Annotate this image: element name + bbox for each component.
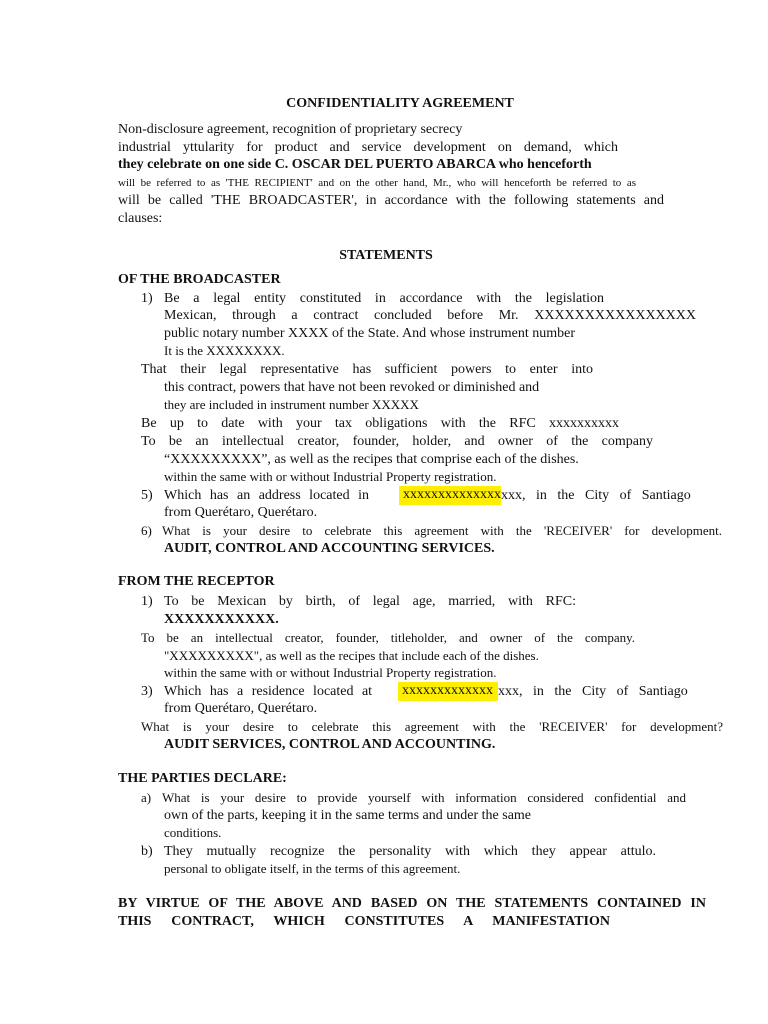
- broadcaster-item-4-line-2: “XXXXXXXXX”, as well as the recipes that comprise each of the dishes.: [164, 452, 579, 467]
- intro-line-1: Non-disclosure agreement, recognition of proprietary secrecy: [118, 122, 463, 137]
- broadcaster-item-6-number: 6): [141, 523, 152, 538]
- broadcaster-item-6-line-1: What is your desire to celebrate this agreement with the 'RECEIVER' for development.: [162, 523, 722, 538]
- parties-item-a-line-3: conditions.: [164, 825, 222, 840]
- receptor-item-2-line-3: within the same with or without Industrial Property registration.: [164, 665, 497, 680]
- intro-line-4: will be referred to as 'THE RECIPIENT' and on the other hand, Mr., who will henceforth be referred to as: [118, 177, 636, 189]
- receptor-item-3-residence-pre: Which has a residence located at: [164, 684, 373, 699]
- page-title: CONFIDENTIALITY AGREEMENT: [286, 96, 514, 111]
- closing-line-2: THIS CONTRACT, WHICH CONSTITUTES A MANIFESTATION: [118, 914, 610, 929]
- closing-line-1: BY VIRTUE OF THE ABOVE AND BASED ON THE STATEMENTS CONTAINED IN: [118, 896, 706, 911]
- broadcaster-item-1-line-1: Be a legal entity constituted in accordance with the legislation: [164, 291, 604, 306]
- parties-heading: THE PARTIES DECLARE:: [118, 771, 287, 786]
- broadcaster-item-2-line-1: That their legal representative has sufficient powers to enter into: [141, 362, 593, 377]
- broadcaster-item-2-line-3: they are included in instrument number XXXXX: [164, 397, 419, 412]
- broadcaster-item-5-number: 5): [141, 488, 153, 503]
- receptor-item-1-line-2: XXXXXXXXXXX.: [164, 612, 279, 627]
- broadcaster-item-1-line-4: It is the XXXXXXXX.: [164, 343, 285, 358]
- receptor-item-2-line-1: To be an intellectual creator, founder, titleholder, and owner of the company.: [141, 630, 635, 645]
- receptor-item-2-line-2: "XXXXXXXXX", as well as the recipes that include each of the dishes.: [164, 648, 539, 663]
- receptor-item-4-line-2: AUDIT SERVICES, CONTROL AND ACCOUNTING.: [164, 737, 496, 752]
- broadcaster-item-5-address-pre: Which has an address located in: [164, 488, 369, 503]
- receptor-item-3-number: 3): [141, 684, 153, 699]
- receptor-item-1-number: 1): [141, 594, 153, 609]
- broadcaster-item-5-line-2: from Querétaro, Querétaro.: [164, 505, 318, 520]
- parties-item-b-line-2: personal to obligate itself, in the terms of this agreement.: [164, 861, 461, 876]
- statements-heading: STATEMENTS: [339, 248, 433, 263]
- broadcaster-item-4-line-3: within the same with or without Industrial Property registration.: [164, 469, 497, 484]
- parties-item-a-letter: a): [141, 790, 152, 805]
- broadcaster-item-1-number: 1): [141, 291, 153, 306]
- broadcaster-item-1-line-3: public notary number XXXX of the State. And whose instrument number: [164, 326, 575, 341]
- receptor-heading: FROM THE RECEPTOR: [118, 574, 275, 589]
- intro-line-5: will be called 'THE BROADCASTER', in accordance with the following statements and: [118, 193, 664, 208]
- broadcaster-item-5-address-post: xxx, in the City of Santiago: [501, 488, 691, 503]
- receptor-item-3-line-2: from Querétaro, Querétaro.: [164, 701, 318, 716]
- intro-line-6: clauses:: [118, 211, 163, 226]
- broadcaster-heading: OF THE BROADCASTER: [118, 272, 281, 287]
- parties-item-b-line-1: They mutually recognize the personality with which they appear attulo.: [164, 844, 656, 859]
- receptor-item-3-residence-post: xxx, in the City of Santiago: [498, 684, 688, 699]
- intro-line-3: they celebrate on one side C. OSCAR DEL PUERTO ABARCA who henceforth: [118, 157, 592, 172]
- broadcaster-item-2-line-2: this contract, powers that have not been revoked or diminished and: [164, 380, 540, 395]
- broadcaster-address-highlight: xxxxxxxxxxxxxx: [399, 486, 501, 505]
- broadcaster-item-4-line-1: To be an intellectual creator, founder, holder, and owner of the company: [141, 434, 653, 449]
- broadcaster-item-6-line-2: AUDIT, CONTROL AND ACCOUNTING SERVICES.: [164, 541, 495, 556]
- intro-line-2: industrial yttularity for product and service development on demand, which: [118, 140, 618, 155]
- broadcaster-item-1-line-2: Mexican, through a contract concluded before Mr. XXXXXXXXXXXXXXXX: [164, 308, 696, 323]
- receptor-item-1-line-1: To be Mexican by birth, of legal age, married, with RFC:: [164, 594, 576, 609]
- parties-item-a-line-1: What is your desire to provide yourself with information considered confidential and: [162, 790, 686, 805]
- receptor-item-4-line-1: What is your desire to celebrate this agreement with the 'RECEIVER' for development?: [141, 719, 723, 734]
- receptor-residence-highlight: xxxxxxxxxxxxx: [398, 682, 498, 701]
- parties-item-b-letter: b): [141, 844, 153, 859]
- broadcaster-item-3-line-1: Be up to date with your tax obligations with the RFC xxxxxxxxxx: [141, 416, 619, 431]
- parties-item-a-line-2: own of the parts, keeping it in the same terms and under the same: [164, 808, 532, 823]
